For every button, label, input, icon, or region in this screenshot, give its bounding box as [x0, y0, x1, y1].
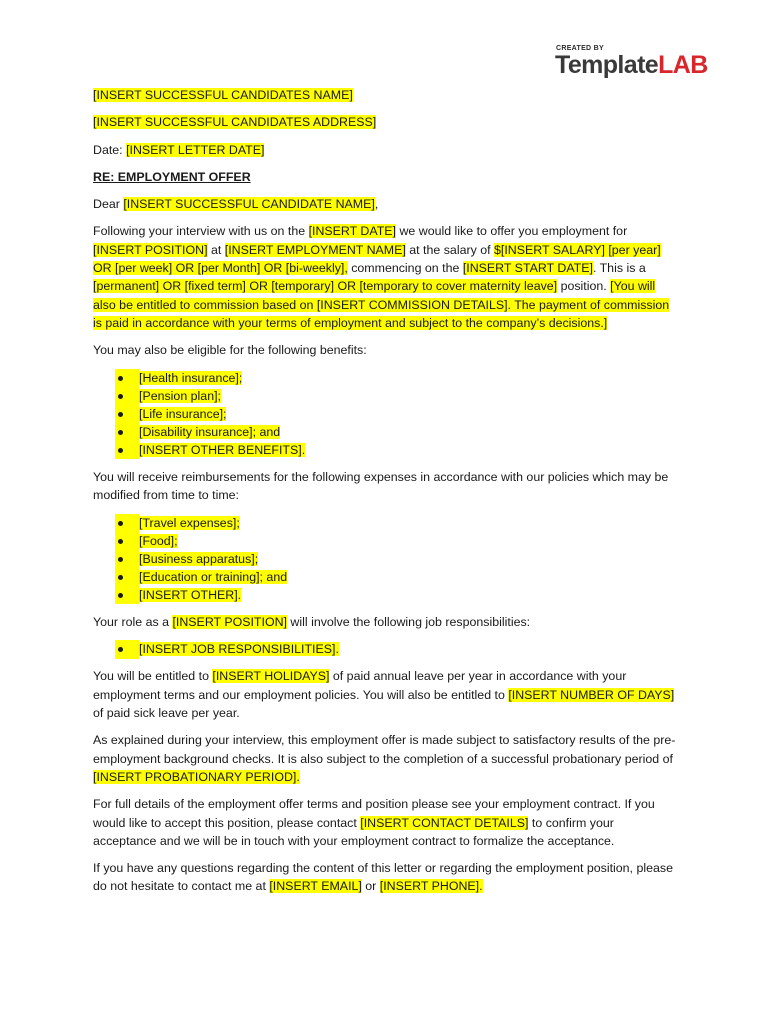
employment-name-placeholder: [INSERT EMPLOYMENT NAME]	[224, 242, 406, 257]
phone-placeholder: [INSERT PHONE].	[379, 879, 483, 894]
benefit-text: [Pension plan];	[139, 388, 221, 403]
role-position-placeholder: [INSERT POSITION]	[172, 615, 287, 630]
bullet-icon	[115, 550, 139, 568]
questions-text-2: or	[361, 879, 380, 894]
benefit-text: [Life insurance];	[139, 406, 227, 421]
sick-days-placeholder: [INSERT NUMBER OF DAYS]	[508, 687, 675, 702]
salutation-prefix: Dear	[93, 197, 124, 212]
benefits-list	[93, 369, 679, 459]
benefit-text: [Health insurance];	[139, 370, 243, 385]
date-placeholder: [INSERT LETTER DATE]	[126, 142, 265, 157]
benefits-intro: You may also be eligible for the following benefits:	[93, 343, 367, 358]
list-item	[93, 423, 679, 441]
offer-text-7: position.	[557, 279, 611, 294]
offer-text-2: we would like to offer you employment for	[396, 224, 628, 239]
list-item	[93, 387, 679, 405]
acceptance-paragraph	[93, 795, 679, 850]
salutation	[93, 195, 679, 213]
list-item	[93, 369, 679, 387]
expense-text: [Travel expenses];	[139, 515, 240, 530]
responsibilities-list	[93, 640, 679, 658]
letter-subject	[93, 168, 679, 186]
offer-text-3: at	[207, 242, 225, 257]
expense-text: [Food];	[139, 533, 178, 548]
contact-details-placeholder: [INSERT CONTACT DETAILS]	[360, 815, 529, 830]
list-item	[93, 514, 679, 532]
salutation-name-placeholder: [INSERT SUCCESSFUL CANDIDATE NAME]	[123, 197, 375, 212]
list-item	[93, 532, 679, 550]
role-paragraph	[93, 613, 679, 631]
templatelab-logo	[555, 45, 735, 85]
bullet-icon	[115, 405, 139, 423]
logo-wordmark	[555, 50, 708, 80]
salary-placeholder: $[INSERT SALARY] [per year] OR [per week] OR [per Month] OR [bi-weekly],	[93, 242, 661, 276]
logo-brand-template: Template	[555, 51, 659, 79]
conditions-text: As explained during your interview, this employment offer is made subject to satisfactory results of the pre-employment background checks. It is also subject to the completion of a successful probationary period of	[93, 733, 676, 766]
start-date-placeholder: [INSERT START DATE]	[462, 261, 593, 276]
position-placeholder: [INSERT POSITION]	[93, 242, 208, 257]
list-item	[93, 568, 679, 586]
recipient-address	[93, 113, 679, 131]
letter-date	[93, 141, 679, 159]
offer-text-6: . This is a	[592, 261, 646, 276]
expense-text: [Education or training]; and	[139, 569, 288, 584]
logo-created-by: CREATED BY	[556, 45, 604, 52]
employment-type-placeholder: [permanent] OR [fixed term] OR [temporary] OR [temporary to cover maternity leave]	[93, 279, 558, 294]
questions-text-1: If you have any questions regarding the content of this letter or regarding the employment position, please do not hesitate to contact me at	[93, 861, 673, 894]
leave-text-1: You will be entitled to	[93, 669, 213, 684]
offer-text-5: commencing on the	[347, 261, 463, 276]
accept-text-2: to confirm your acceptance and we will be in touch with your employment contract to formalize the acceptance.	[93, 815, 615, 848]
logo-brand-lab: LAB	[658, 51, 708, 79]
holidays-placeholder: [INSERT HOLIDAYS]	[212, 669, 330, 684]
list-item	[93, 550, 679, 568]
recipient-name-placeholder: [INSERT SUCCESSFUL CANDIDATES NAME]	[93, 88, 353, 102]
conditions-paragraph	[93, 731, 679, 786]
email-placeholder: [INSERT EMAIL]	[269, 879, 362, 894]
list-item	[93, 441, 679, 459]
benefit-text: [INSERT OTHER BENEFITS].	[139, 442, 306, 457]
list-item	[93, 640, 679, 658]
leave-text-3: of paid sick leave per year.	[93, 706, 240, 721]
expenses-list	[93, 514, 679, 604]
probation-placeholder: [INSERT PROBATIONARY PERIOD].	[93, 769, 300, 784]
recipient-address-placeholder: [INSERT SUCCESSFUL CANDIDATES ADDRESS]	[93, 115, 377, 130]
subject-line: RE: EMPLOYMENT OFFER	[93, 169, 251, 184]
list-item	[93, 405, 679, 423]
offer-paragraph	[93, 222, 679, 332]
responsibility-text: [INSERT JOB RESPONSIBILITIES].	[139, 642, 339, 657]
bullet-icon	[115, 568, 139, 586]
bullet-icon	[115, 532, 139, 550]
benefit-text: [Disability insurance]; and	[139, 424, 281, 439]
salutation-suffix: ,	[374, 197, 379, 212]
interview-date-placeholder: [INSERT DATE]	[308, 224, 397, 239]
questions-paragraph	[93, 859, 679, 896]
reimbursements-intro: You will receive reimbursements for the following expenses in accordance with our policies which may be modified from time to time:	[93, 470, 669, 503]
offer-text-4: at the salary of	[405, 242, 495, 257]
bullet-icon	[115, 441, 139, 459]
bullet-icon	[115, 369, 139, 387]
list-item	[93, 586, 679, 604]
leave-text-2: of paid annual leave per year in accordance with your employment terms and our employment policies. You will also be entitled to	[93, 669, 627, 702]
role-text-2: will involve the following job responsibilities:	[286, 615, 531, 630]
bullet-icon	[115, 423, 139, 441]
bullet-icon	[115, 514, 139, 532]
recipient-name	[93, 86, 679, 104]
expense-text: [Business apparatus];	[139, 551, 259, 566]
offer-text-1: Following your interview with us on the	[93, 224, 309, 239]
letter-body	[93, 86, 679, 905]
bullet-icon	[115, 387, 139, 405]
accept-text-1: For full details of the employment offer terms and position please see your employment contract. If you would like to accept this position, please contact	[93, 797, 655, 830]
leave-paragraph	[93, 667, 679, 722]
bullet-icon	[115, 586, 139, 604]
bullet-icon	[115, 640, 139, 658]
date-label: Date:	[93, 142, 127, 157]
commission-placeholder: [You will also be entitled to commission based on [INSERT COMMISSION DETAILS]. The payment of commission is paid in accordance with your terms of employment and subject to the company’s decisions.]	[93, 279, 670, 330]
expense-text: [INSERT OTHER].	[139, 588, 242, 602]
role-text-1: Your role as a	[93, 615, 173, 630]
